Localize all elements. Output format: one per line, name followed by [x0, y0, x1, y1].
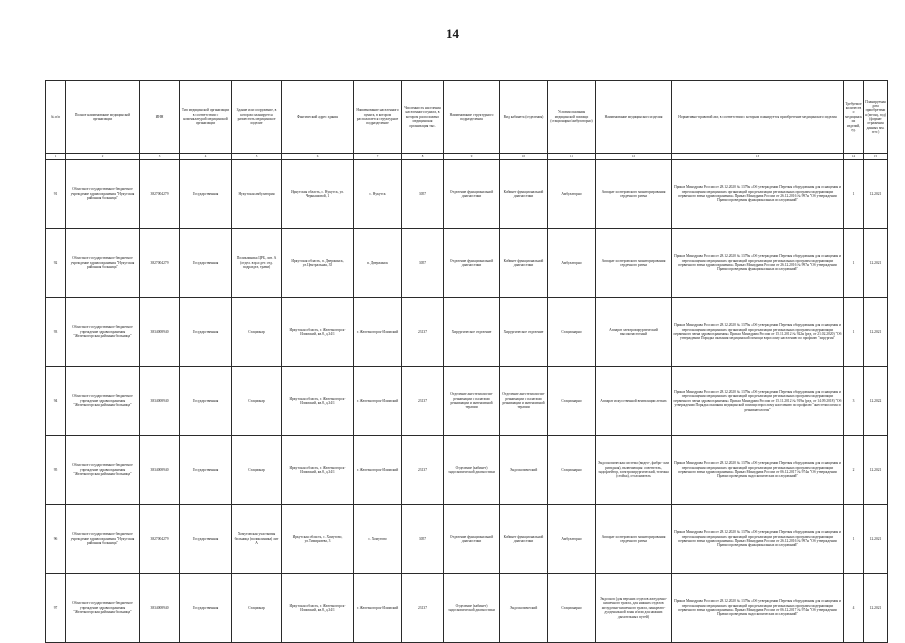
column-header: Численность населения населенного пункта, в котором расположено медицинская организация тыс. [402, 81, 444, 154]
cell-purchase-date: 12.2021 [864, 298, 888, 367]
cell-purchase-date: 12.2021 [864, 505, 888, 574]
column-number: 3 [140, 154, 180, 160]
cell-population: 23137 [402, 436, 444, 505]
column-header: Вид кабинета (отделения) [500, 81, 548, 154]
cell-population: 23137 [402, 367, 444, 436]
cell-address: Иркутская область, с. Хомутово, ул.Тимирязева, 3 [282, 505, 354, 574]
cell-quantity: 1 [844, 505, 864, 574]
cell-care-conditions: Стационарно [548, 436, 596, 505]
column-header: № п/п [46, 81, 66, 154]
cell-address: Иркутская область, с. Нукутск, ул. Чернышовой, 1 [282, 160, 354, 229]
column-header: Условия оказания медицинской помощи (стационарно/амбулаторно) [548, 81, 596, 154]
column-number: 13 [672, 154, 844, 160]
column-header: Здание или сооружение, в котором планируется разместить медицинское изделие [232, 81, 282, 154]
cell-building: Стационар [232, 436, 282, 505]
cell-legal-act: Приказ Минздрава России от 28.12.2020 № 1379н «Об утверждении Перечня оборудования для оснащения и переоснащения медицинских организаций при реализации региональных программ модернизации первичного звена здравоохранения» Приказ Минздрава России от 06.12.2017 № 974н "Об утверждении Правил проведения эндоскопических исследований" [672, 574, 844, 643]
table-row [46, 436, 888, 505]
cell-purchase-date: 12.2021 [864, 436, 888, 505]
cell-legal-act: Приказ Минздрава России от 28.12.2020 № 1379н «Об утверждении Перечня оборудования для оснащения и переоснащения медицинских организаций при реализации региональных программ модернизации первичного звена здравоохранения» Приказ Минздрава России от 26.12.2016 № 997н "Об утверждении Правил проведения функциональных исследований" [672, 505, 844, 574]
cell-building: Стационар [232, 574, 282, 643]
cell-cabinet-type: Отделение анестезиологии-реанимации с палатами реанимации и интенсивной терапии [500, 367, 548, 436]
cell-locality: г. Железногорск-Илимский [354, 298, 402, 367]
cell-purchase-date: 12.2022 [864, 367, 888, 436]
cell-quantity: 1 [844, 298, 864, 367]
cell-locality: г. Железногорск-Илимский [354, 436, 402, 505]
column-number: 9 [444, 154, 500, 160]
cell-cabinet-type: Кабинет функциональной диагностики [500, 160, 548, 229]
column-header: Наименование медицинского изделия [596, 81, 672, 154]
cell-inn: 3827004279 [140, 160, 180, 229]
cell-org-type: Государственная [180, 505, 232, 574]
column-header: Нормативно-правовой акт, в соответствии с которым планируется приобретение медицинского изделия [672, 81, 844, 154]
cell-org-name: Областное государственное бюджетное учреждение здравоохранения "Нукутская районная больница" [66, 229, 140, 298]
table-row [46, 574, 888, 643]
cell-care-conditions: Амбулаторно [548, 229, 596, 298]
cell-locality: г. Железногорск-Илимский [354, 574, 402, 643]
table-header-row [46, 81, 888, 154]
cell-org-type: Государственная [180, 574, 232, 643]
cell-device-name: Эндоскопическая система (видео-, фибро- или ригидная), включающая: осветитель, эндофлейтор, электрохирургический, тележка (стойка), отсасыватель [596, 436, 672, 505]
cell-row-number: 92 [46, 229, 66, 298]
cell-row-number: 96 [46, 505, 66, 574]
cell-care-conditions: Амбулаторно [548, 160, 596, 229]
cell-org-type: Государственная [180, 298, 232, 367]
column-number: 12 [596, 154, 672, 160]
page-number: 14 [446, 26, 459, 41]
cell-locality: г. Железногорск-Илимский [354, 367, 402, 436]
cell-purchase-date: 12.2021 [864, 229, 888, 298]
cell-address: Иркутская область, г. Железногорск-Илимский, кв.8, д.34/1 [282, 298, 354, 367]
column-number: 10 [500, 154, 548, 160]
cell-population: 23137 [402, 298, 444, 367]
cell-subdivision: Отделение анестезиологии-реанимации с палатами реанимации и интенсивной терапии [444, 367, 500, 436]
cell-cabinet-type: Кабинет функциональной диагностики [500, 505, 548, 574]
equipment-registry-table [45, 80, 888, 643]
column-number: 14 [844, 154, 864, 160]
column-number: 6 [282, 154, 354, 160]
cell-org-name: Областное государственное бюджетное учреждение здравоохранения "Железногорская районная больница" [66, 574, 140, 643]
table-row [46, 367, 888, 436]
column-number: 2 [66, 154, 140, 160]
cell-subdivision: Отделение функциональной диагностики [444, 229, 500, 298]
cell-care-conditions: Стационарно [548, 298, 596, 367]
cell-purchase-date: 12.2021 [864, 574, 888, 643]
cell-population: 3057 [402, 505, 444, 574]
cell-care-conditions: Амбулаторно [548, 505, 596, 574]
cell-device-name: Аппарат искусственной вентиляции легких [596, 367, 672, 436]
cell-address: Иркутская область, г. Железногорск-Илимский, кв.8, д.34/1 [282, 367, 354, 436]
cell-locality: п. Двержинск [354, 229, 402, 298]
cell-row-number: 91 [46, 160, 66, 229]
cell-building: Стационар [232, 298, 282, 367]
table-row [46, 160, 888, 229]
cell-device-name: Аппарат холтеровского мониторирования сердечного ритма [596, 505, 672, 574]
cell-legal-act: Приказ Минздрава России от 28.12.2020 № 1379н «Об утверждении Перечня оборудования для оснащения и переоснащения медицинских организаций при реализации региональных программ модернизации первичного звена здравоохранения» Приказ Минздрава России от 26.12.2016 № 997н "Об утверждении Правил проведения функциональных исследований" [672, 229, 844, 298]
cell-population: 23137 [402, 574, 444, 643]
column-header: Наименование структурного подразделения [444, 81, 500, 154]
cell-care-conditions: Стационарно [548, 574, 596, 643]
column-number: 15 [864, 154, 888, 160]
cell-org-name: Областное государственное бюджетное учреждение здравоохранения "Железногорская районная больница" [66, 298, 140, 367]
column-header: Тип медицинской организации в соответствии с номенклатурой медицинской организации [180, 81, 232, 154]
cell-row-number: 93 [46, 298, 66, 367]
cell-org-type: Государственная [180, 367, 232, 436]
cell-care-conditions: Стационарно [548, 367, 596, 436]
column-header: Планируемая дата приобретения (месяц, год) (формат отражения данных мм. гггг.) [864, 81, 888, 154]
cell-locality: с. Нукутск [354, 160, 402, 229]
cell-legal-act: Приказ Минздрава России от 28.12.2020 № 1379н «Об утверждении Перечня оборудования для оснащения и переоснащения медицинских организаций при реализации региональных программ модернизации первичного звена здравоохранения» Приказ Минздрава России от 26.12.2016 № 997н "Об утверждении Правил проведения функциональных исследований" [672, 160, 844, 229]
cell-quantity: 3 [844, 367, 864, 436]
table-row [46, 298, 888, 367]
column-number: 7 [354, 154, 402, 160]
cell-subdivision: Отделение (кабинет) эндоскопической диагностики [444, 436, 500, 505]
cell-row-number: 97 [46, 574, 66, 643]
cell-cabinet-type: Эндоскопический [500, 436, 548, 505]
cell-org-type: Государственная [180, 436, 232, 505]
cell-cabinet-type: Хирургическое отделение [500, 298, 548, 367]
table-row [46, 505, 888, 574]
cell-row-number: 95 [46, 436, 66, 505]
cell-inn: 3834008940 [140, 436, 180, 505]
cell-row-number: 94 [46, 367, 66, 436]
cell-inn: 3827004279 [140, 505, 180, 574]
cell-org-type: Государственная [180, 160, 232, 229]
cell-org-name: Областное государственное бюджетное учреждение здравоохранения "Железногорская районная больница" [66, 367, 140, 436]
column-number: 5 [232, 154, 282, 160]
cell-building: Нукутская амбулатория [232, 160, 282, 229]
cell-building: Стационар [232, 367, 282, 436]
cell-legal-act: Приказ Минздрава России от 28.12.2020 № 1379н «Об утверждении Перечня оборудования для оснащения и переоснащения медицинских организаций при реализации региональных программ модернизации первичного звена здравоохранения» Приказ Минздрава России от 15.11.2012 № 922н (ред. от 21.02.2020) "Об утверждении Порядка оказания медицинской помощи взрослому населению по профилю "хирургия" [672, 298, 844, 367]
cell-device-name: Аппарат холтеровского мониторирования сердечного ритма [596, 160, 672, 229]
cell-org-name: Областное государственное бюджетное учреждение здравоохранения "Нукутская районная больница" [66, 160, 140, 229]
cell-building: Хомутовская участковая больница (поликлиника) лит А [232, 505, 282, 574]
cell-quantity: 1 [844, 229, 864, 298]
cell-inn: 3834008940 [140, 574, 180, 643]
column-number: 1 [46, 154, 66, 160]
column-header: Наименование населенного пункта, в котором располагается структурное подразделение [354, 81, 402, 154]
cell-address: Иркутская область, г. Железногорск-Илимский, кв.8, д.34/1 [282, 574, 354, 643]
cell-org-type: Государственная [180, 229, 232, 298]
cell-building: Поликлиника ЦРБ, лит. А (отдел. взр.и дет. отд. подраздел, травм) [232, 229, 282, 298]
cell-address: Иркутская область, п. Двержинск, ул.Центральная, 35 [282, 229, 354, 298]
column-header: Фактический адрес здания [282, 81, 354, 154]
cell-address: Иркутская область, г. Железногорск-Илимский, кв.8, д.34/1 [282, 436, 354, 505]
cell-locality: с. Хомутово [354, 505, 402, 574]
cell-inn: 3827004279 [140, 229, 180, 298]
cell-org-name: Областное государственное бюджетное учреждение здравоохранения "Железногорская районная больница" [66, 436, 140, 505]
column-header: Полное наименование медицинской организации [66, 81, 140, 154]
cell-device-name: Аппарат электрохирургический высокочастотный [596, 298, 672, 367]
cell-population: 3057 [402, 160, 444, 229]
cell-legal-act: Приказ Минздрава России от 28.12.2020 № 1379н «Об утверждении Перечня оборудования для оснащения и переоснащения медицинских организаций при реализации региональных программ модернизации первичного звена здравоохранения» Приказ Минздрава России от 06.12.2017 № 974н "Об утверждении Правил проведения эндоскопических исследований" [672, 436, 844, 505]
cell-inn: 3834008940 [140, 298, 180, 367]
column-number: 4 [180, 154, 232, 160]
column-header: Требуемое количество медицинских изделий, ед. [844, 81, 864, 154]
cell-subdivision: Отделение функциональной диагностики [444, 505, 500, 574]
cell-quantity: 1 [844, 160, 864, 229]
cell-subdivision: Отделение (кабинет) эндоскопической диагностики [444, 574, 500, 643]
cell-quantity: 2 [844, 436, 864, 505]
column-number: 8 [402, 154, 444, 160]
cell-legal-act: Приказ Минздрава России от 28.12.2020 № 1379н «Об утверждении Перечня оборудования для оснащения и переоснащения медицинских организаций при реализации региональных программ модернизации первичного звена здравоохранения» Приказ Минздрава России от 15.11.2012 № 919н (ред. от 14.09.2018) "Об утверждении Порядка оказания медицинской помощи взрослому населению по профилю "анестезиология и реаниматология" [672, 367, 844, 436]
cell-cabinet-type: Эндоскопический [500, 574, 548, 643]
cell-cabinet-type: Кабинет функциональной диагностики [500, 229, 548, 298]
table-row [46, 229, 888, 298]
cell-device-name: Эндоскоп (для верхних отделов желудочно-кишечного тракта, для нижних отделов желудочно-кишечного тракта, панкреато-дуоденальной зоны и/или для нижних дыхательных путей) [596, 574, 672, 643]
column-number: 11 [548, 154, 596, 160]
table-body [46, 160, 888, 643]
cell-device-name: Аппарат холтеровского мониторирования сердечного ритма [596, 229, 672, 298]
cell-inn: 3834008940 [140, 367, 180, 436]
cell-subdivision: Хирургическое отделение [444, 298, 500, 367]
cell-org-name: Областное государственное бюджетное учреждение здравоохранения "Нукутская районная больница" [66, 505, 140, 574]
column-header: ИНН [140, 81, 180, 154]
cell-subdivision: Отделение функциональной диагностики [444, 160, 500, 229]
cell-population: 3057 [402, 229, 444, 298]
cell-quantity: 4 [844, 574, 864, 643]
cell-purchase-date: 12.2021 [864, 160, 888, 229]
